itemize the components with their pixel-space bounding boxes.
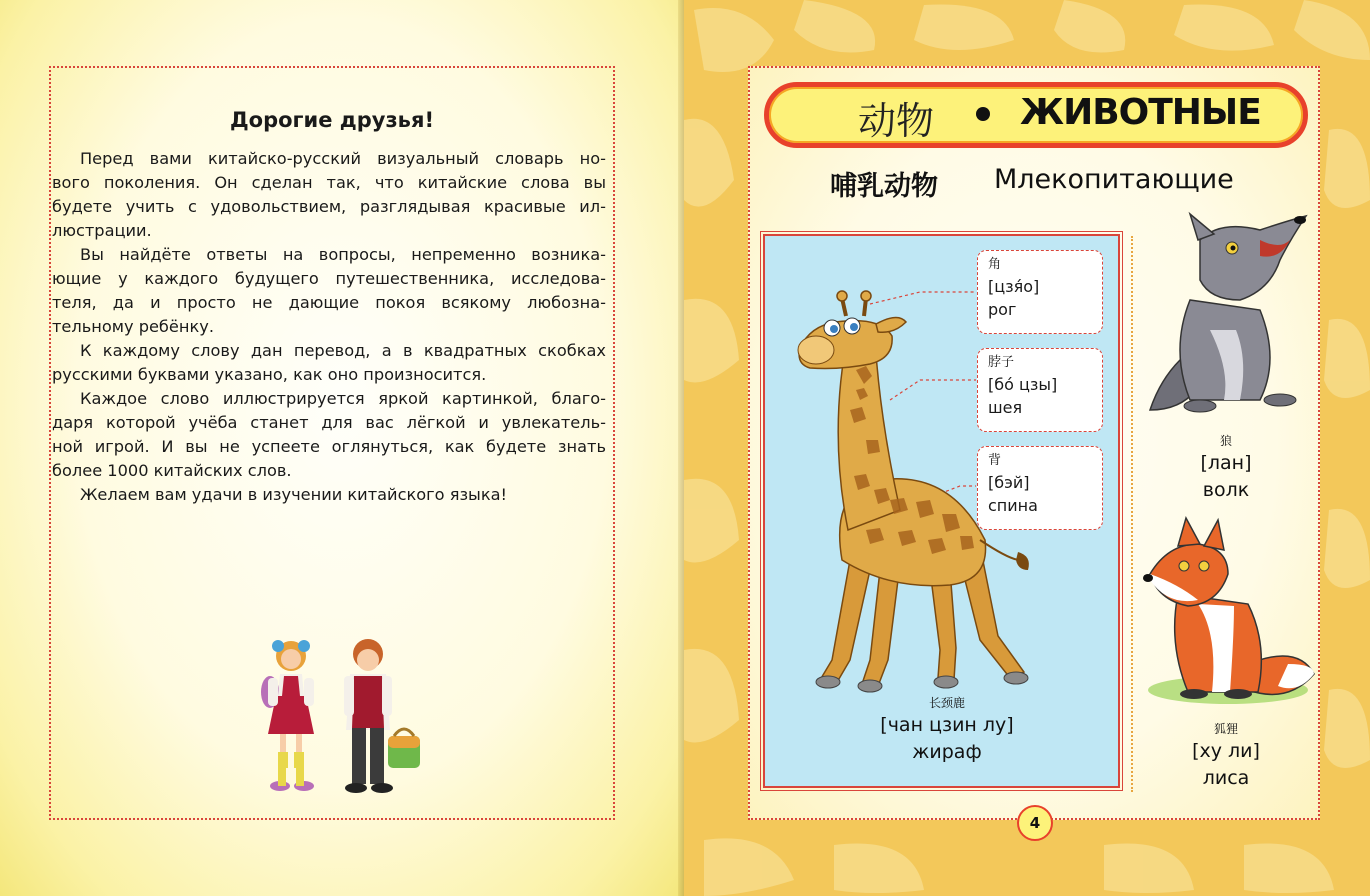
callout-neck <box>977 348 1103 432</box>
callout-ru: спина <box>988 496 1038 515</box>
caption-transcription: [чан цзин лу] <box>880 714 1014 736</box>
callout-transcription: [бэй] <box>988 473 1030 492</box>
caption-zh: 长颈鹿 <box>928 696 965 710</box>
caption-ru: волк <box>1202 479 1250 501</box>
kids-illustration <box>258 634 428 799</box>
text-line: вого поколения. Он сделан так, что китайские слова вы <box>52 173 606 192</box>
text-line: будете учить с удовольствием, разглядывая красивые ил- <box>52 197 606 216</box>
left-page-title: Дорогие друзья! <box>229 108 435 132</box>
left-page <box>0 0 684 896</box>
section-title-zh: 动物 <box>858 99 935 143</box>
callout-horn <box>977 250 1103 334</box>
text-line: даря которой учёба станет для вас лёгкой и увлекатель- <box>52 413 606 432</box>
subsection-title-ru: Млекопитающие <box>994 164 1234 195</box>
text-line: тельному ребёнку. <box>52 317 214 336</box>
wolf-illustration <box>1140 210 1310 425</box>
text-line: ной игрой. И вы не успеете оглянуться, как будете знать <box>52 437 606 456</box>
caption-ru: жираф <box>912 741 982 763</box>
text-line: Перед вами китайско-русский визуальный словарь но- <box>80 149 606 168</box>
text-line: люстрации. <box>52 221 152 240</box>
caption-zh: 狼 <box>1219 434 1232 448</box>
caption-zh: 狐狸 <box>1213 722 1238 736</box>
callout-back <box>977 446 1103 530</box>
callout-zh: 角 <box>988 257 1002 272</box>
caption-transcription: [лан] <box>1200 452 1252 474</box>
callout-ru: рог <box>988 300 1017 319</box>
intro-text <box>52 147 606 507</box>
subsection-title-zh: 哺乳动物 <box>830 171 938 202</box>
text-line: более 1000 китайских слов. <box>52 461 292 480</box>
giraffe-caption <box>832 694 1062 766</box>
page-number: 4 <box>1017 805 1053 841</box>
text-line: ющие у каждого будущего путешественника, исследова- <box>52 269 606 288</box>
text-line: Каждое слово иллюстрируется яркой картинкой, благо- <box>80 389 606 408</box>
callout-zh: 背 <box>988 453 1002 468</box>
wolf-caption <box>1170 432 1282 504</box>
callout-transcription: [цзя́о] <box>988 277 1040 296</box>
fox-illustration <box>1138 514 1316 706</box>
callout-ru: шея <box>988 398 1023 417</box>
section-title-ru: ЖИВОТНЫЕ <box>1020 92 1261 133</box>
text-line: Желаем вам удачи в изучении китайского языка! <box>80 485 508 504</box>
text-line: теля, да и просто не дающие покоя всякому любозна- <box>52 293 606 312</box>
caption-ru: лиса <box>1202 767 1250 789</box>
text-line: К каждому слову дан перевод, а в квадратных скобках <box>80 341 606 360</box>
fox-caption <box>1170 720 1282 792</box>
callout-zh: 脖子 <box>988 355 1015 370</box>
dotted-divider <box>1131 236 1133 792</box>
bullet-dot-icon <box>976 107 990 121</box>
text-line: Вы найдёте ответы на вопросы, непременно возника- <box>80 245 606 264</box>
callout-transcription: [бо́ цзы] <box>988 375 1058 394</box>
text-line: русскими буквами указано, как оно произносится. <box>52 365 487 384</box>
caption-transcription: [ху ли] <box>1192 740 1260 762</box>
